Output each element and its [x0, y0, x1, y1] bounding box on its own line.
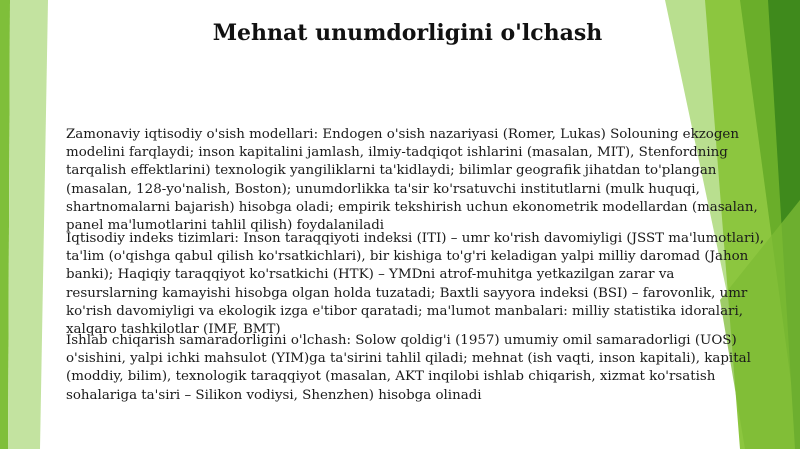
paragraph-index-systems: Iqtisodiy indeks tizimlari: Inson taraqqiyoti indeksi (ITI) – umr ko'rish davomiyligi (JSST ma'lumotlari), ta'lim (o'qishga qabul qilish ko'rsatkichlari), bir kishiga to'g'ri keladigan yalpi milliy daromad (Jahon banki); Haqiqiy taraqqiyot ko'rsatkichi (HTK) – YMDni atrof-muhitga yetkazilgan zarar va resurslarning kamayishi hisobga olgan holda tuzatadi; Baxtli sayyora indeksi (BSI) – farovonlik, umr ko'rish davomiyligi va ekologik izga e'tibor qaratadi; ma'lumot manbalari: milliy statistika idoralari, xalqaro tashkilotlar (IMF, BMT): [66, 231, 765, 338]
slide-title: Mehnat unumdorligini o'lchash: [212, 20, 603, 46]
paragraph-productivity-measurement: Ishlab chiqarish samaradorligini o'lchash: Solow qoldig'i (1957) umumiy omil samaradorligi (UOS) o'sishini, yalpi ichki mahsulot (YIM)ga ta'sirini tahlil qiladi; mehnat (ish vaqti, inson kapitali), kapital (moddiy, bilim), texnologik taraqqiyot (masalan, AKT inqilobi ishlab chiqarish, xizmat ko'rsatish sohalariga ta'siri – Silikon vodiysi, Shenzhen) hisobga olinadi: [66, 333, 751, 403]
paragraph-growth-models: Zamonaviy iqtisodiy o'sish modellari: Endogen o'sish nazariyasi (Romer, Lukas) Solouning ekzogen modelini farqlaydi; inson kapitalini jamlash, ilmiy-tadqiqot ishlarini (masalan, MIT), Stenfordning tarqalish effektlarini) texnologik yangiliklarni ta'kidlaydi; bilimlar geografik jihatdan to'plangan (masalan, 128-yo'nalish, Boston); unumdorlikka ta'sir ko'rsatuvchi institutlarni (mulk huquqi, shartnomalarni bajarish) hisobga oladi; empirik tekshirish uchun ekonometrik modellardan (masalan, panel ma'lumotlarini tahlil qilish) foydalaniladi: [66, 127, 758, 234]
left-stripe-light: [8, 0, 48, 449]
